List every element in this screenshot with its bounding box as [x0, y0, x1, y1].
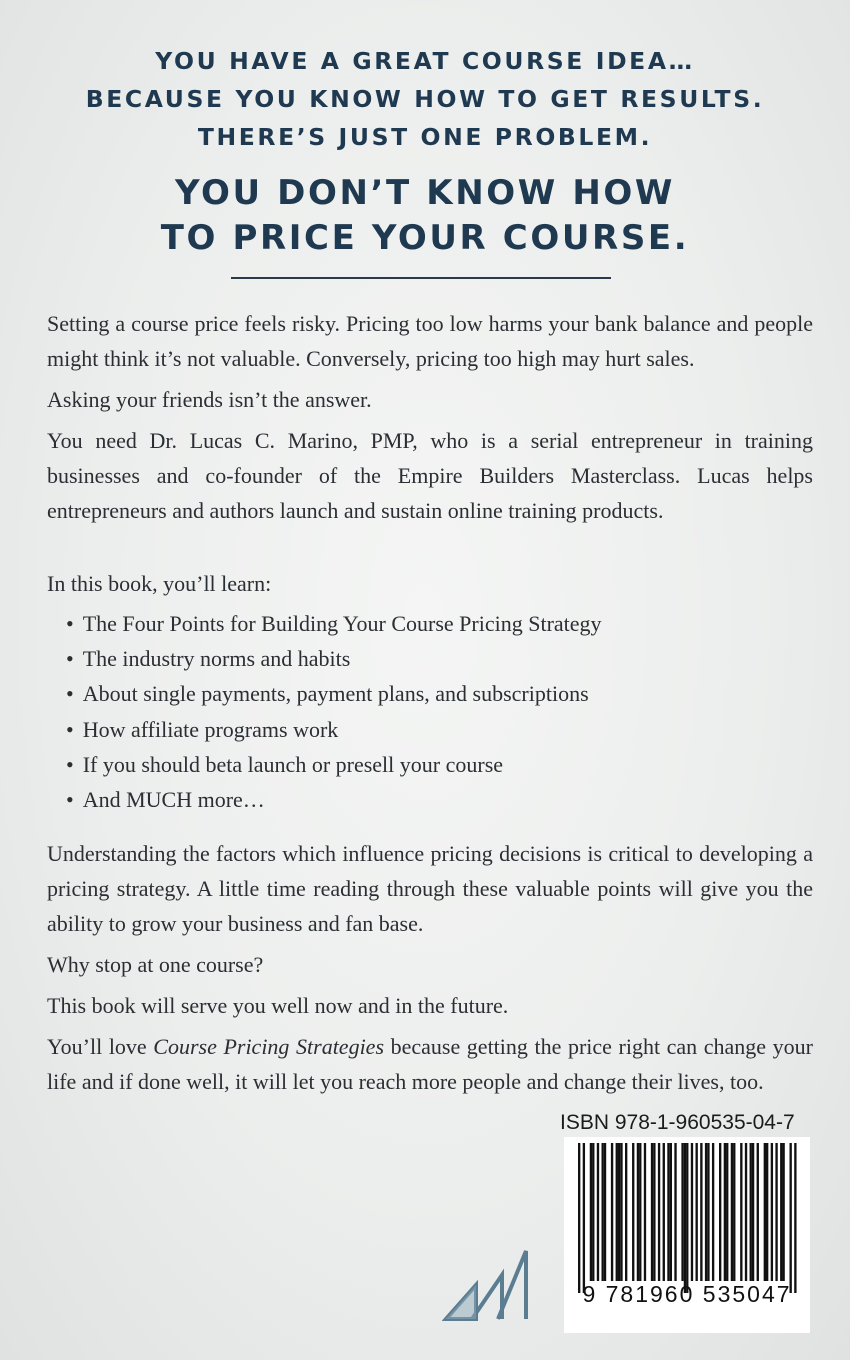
barcode-bar	[724, 1143, 726, 1281]
barcode-bar	[684, 1143, 686, 1293]
barcode-bar	[658, 1143, 660, 1281]
paragraph-understanding: Understanding the factors which influence pricing decisions is critical to developing a pricing strategy. A little time reading through these valuable points will give you the ability to grow your business and fan base.	[47, 841, 813, 936]
barcode-bar	[775, 1143, 777, 1281]
barcode-bar	[766, 1143, 768, 1281]
barcode-bar	[616, 1143, 618, 1281]
barcode-bar	[625, 1143, 627, 1281]
barcode-bar	[578, 1143, 580, 1293]
barcode-bar	[644, 1143, 646, 1281]
headline-line-1: YOU HAVE A GREAT COURSE IDEA…	[155, 47, 695, 75]
barcode-bar	[700, 1143, 702, 1281]
paragraph-risk: Setting a course price feels risky. Pricing too low harms your bank balance and people might think it’s not valuable. Conversely, pricing too high may hurt sales.	[47, 311, 813, 371]
barcode-bar	[712, 1143, 714, 1281]
barcode-bar	[667, 1143, 669, 1281]
paragraph-love	[47, 1029, 813, 1099]
paragraph-author: You need Dr. Lucas C. Marino, PMP, who is a serial entrepreneur in training businesses and co-founder of the Empire Builders Masterclass. Lucas helps entrepreneurs and authors launch and sustain online training products.	[47, 428, 813, 523]
learning-list	[66, 606, 602, 817]
barcode-bar	[604, 1143, 606, 1281]
barcode-bar	[663, 1143, 665, 1281]
barcode-bar	[686, 1143, 688, 1293]
barcode-bar	[632, 1143, 634, 1281]
barcode-digits: 9 781960 535047	[582, 1281, 792, 1307]
headline-main-line-2: TO PRICE YOUR COURSE.	[160, 218, 690, 258]
barcode-bar	[653, 1143, 655, 1281]
divider-rule	[231, 277, 611, 279]
barcode-bar	[719, 1143, 721, 1281]
barcode-bar	[611, 1143, 613, 1281]
barcode-bar	[696, 1143, 698, 1281]
barcode-bar	[639, 1143, 641, 1281]
barcode-bar	[752, 1143, 754, 1281]
barcode-bar	[651, 1143, 653, 1281]
list-item: • How affiliate programs work	[66, 712, 602, 747]
headline-line-3: THERE’S JUST ONE PROBLEM.	[197, 123, 653, 151]
barcode-bar	[583, 1143, 585, 1293]
barcode-bar	[691, 1143, 693, 1281]
paragraph-learn: In this book, you’ll learn:	[47, 571, 272, 596]
barcode-bar	[670, 1143, 672, 1281]
list-item: • About single payments, payment plans, and subscriptions	[66, 676, 602, 711]
paragraph-serve: This book will serve you well now and in the future.	[47, 993, 509, 1018]
barcode-bar	[620, 1143, 622, 1281]
barcode-bar	[750, 1143, 752, 1281]
barcode-bar	[705, 1143, 707, 1281]
barcode-bar	[637, 1143, 639, 1281]
list-item: • The Four Points for Building Your Course Pricing Strategy	[66, 606, 602, 641]
barcode-bar	[618, 1143, 620, 1281]
barcode-bar	[731, 1143, 733, 1281]
list-item: • If you should beta launch or presell your course	[66, 747, 602, 782]
barcode-bar	[674, 1143, 676, 1281]
paragraph-why-stop: Why stop at one course?	[47, 952, 264, 977]
barcode-bar	[794, 1143, 796, 1293]
barcode-bar	[764, 1143, 766, 1281]
barcode-bar	[780, 1143, 782, 1281]
barcode-bar	[602, 1143, 604, 1281]
list-item: • And MUCH more…	[66, 782, 602, 817]
isbn-label: ISBN 978-1-960535-04-7	[560, 1111, 795, 1134]
headline-line-2: BECAUSE YOU KNOW HOW TO GET RESULTS.	[85, 85, 765, 113]
barcode-bar	[757, 1143, 759, 1281]
barcode-bar	[790, 1143, 792, 1293]
barcode-bar	[771, 1143, 773, 1281]
barcode-bar	[733, 1143, 735, 1281]
barcode-bar	[726, 1143, 728, 1281]
barcode-bar	[681, 1143, 683, 1281]
headline-main	[0, 171, 850, 261]
barcode-bar	[782, 1143, 784, 1281]
body-block-closing	[47, 836, 813, 1099]
barcode-bar	[590, 1143, 592, 1281]
headline-intro	[0, 42, 850, 156]
paragraph-friends: Asking your friends isn’t the answer.	[47, 387, 372, 412]
barcode-bar	[740, 1143, 742, 1281]
body-block-intro	[47, 306, 813, 528]
publisher-logo-icon	[442, 1245, 532, 1325]
headline-main-line-1: YOU DON’T KNOW HOW	[175, 173, 675, 213]
love-pre: You’ll love	[47, 1034, 154, 1059]
barcode-bar	[707, 1143, 709, 1281]
barcode-bar	[592, 1143, 594, 1281]
barcode-bar	[597, 1143, 599, 1281]
barcode-bar	[745, 1143, 747, 1281]
list-item: • The industry norms and habits	[66, 641, 602, 676]
book-title: Course Pricing Strategies	[153, 1034, 385, 1059]
learn-intro	[47, 566, 813, 601]
love-post: because getting the price right can change your life and if done well, it will let you reach more people and change their lives, too.	[47, 1034, 813, 1094]
